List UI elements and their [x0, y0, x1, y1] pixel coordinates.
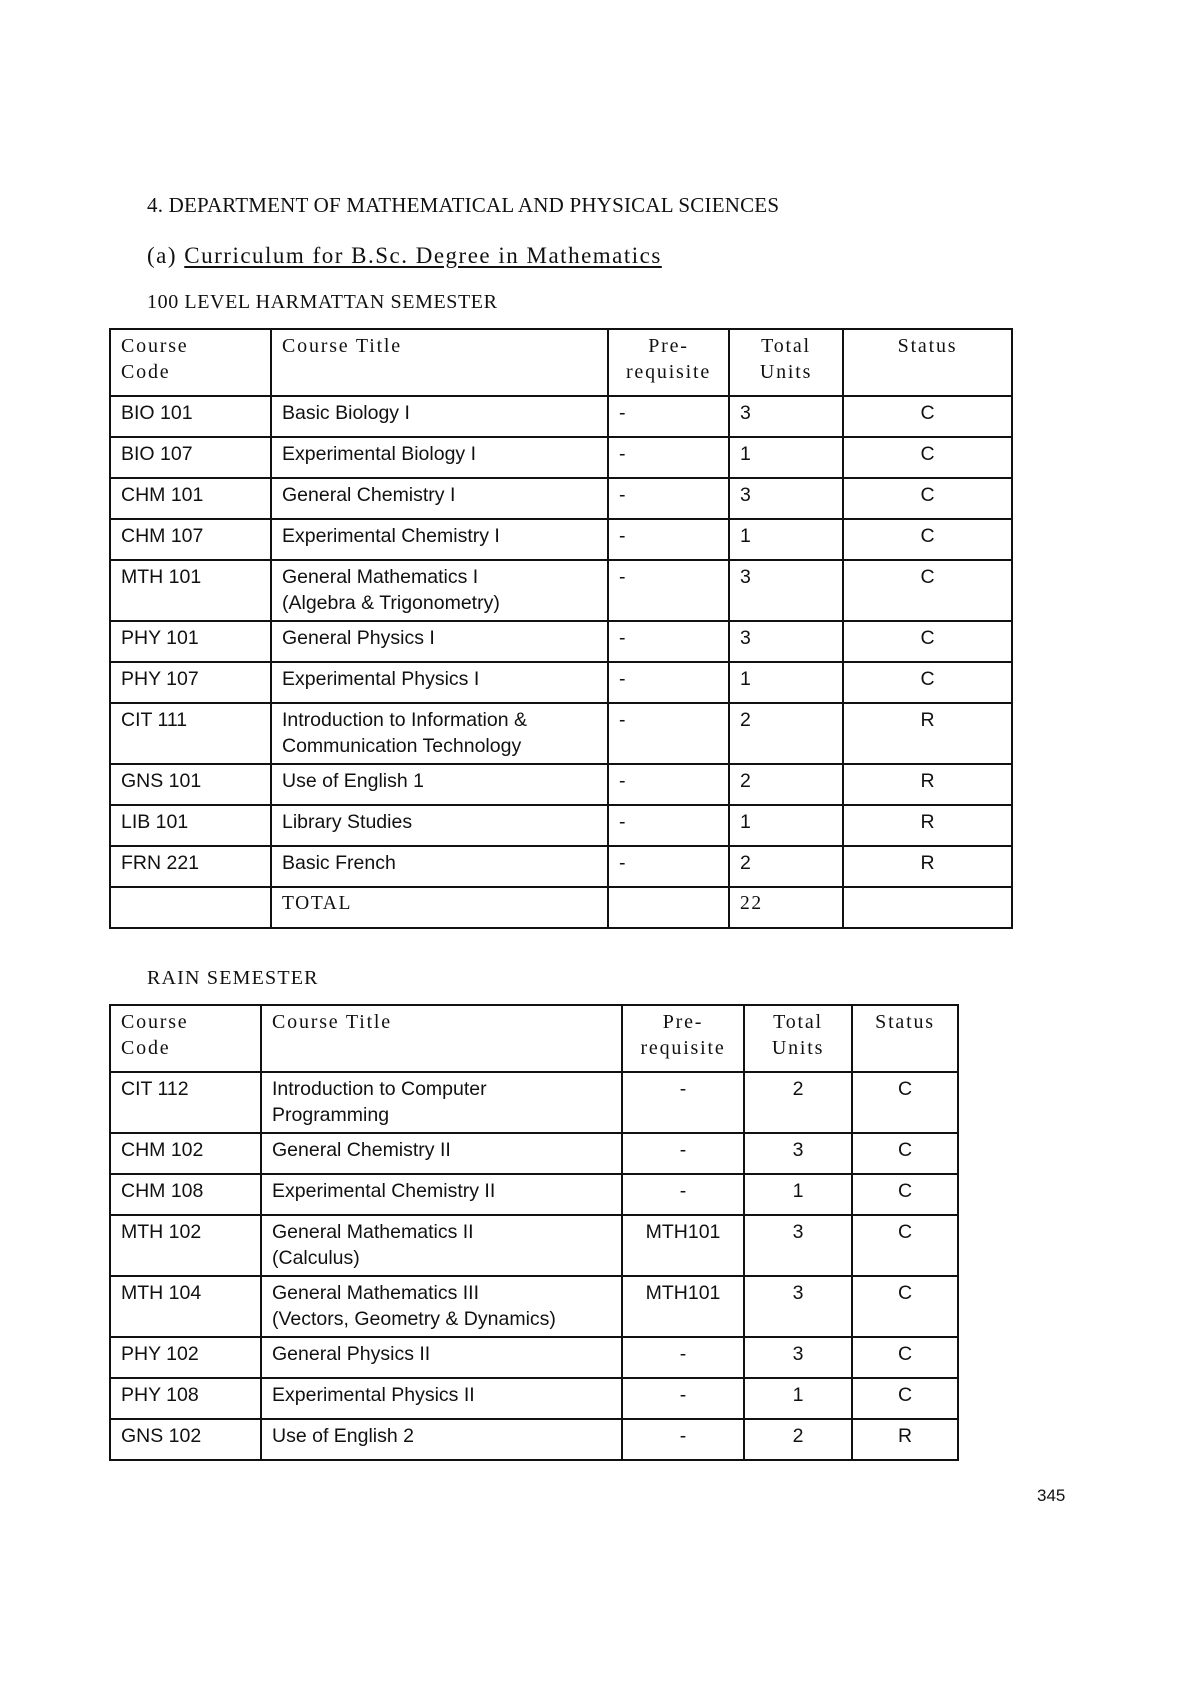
course-title-cell: General Chemistry II: [261, 1133, 622, 1174]
status-cell: C: [843, 437, 1012, 478]
status-cell: R: [843, 703, 1012, 764]
header-course-title: Course Title: [261, 1005, 622, 1072]
prerequisite-cell: -: [608, 764, 729, 805]
course-code-cell: PHY 107: [110, 662, 271, 703]
harmattan-table-body: [110, 396, 1012, 928]
course-title-cell: Basic Biology I: [271, 396, 608, 437]
curriculum-title: Curriculum for B.Sc. Degree in Mathematics: [184, 243, 662, 268]
prerequisite-cell: -: [608, 846, 729, 887]
prerequisite-cell: -: [608, 437, 729, 478]
prerequisite-cell: MTH101: [622, 1215, 744, 1276]
course-code-cell: BIO 107: [110, 437, 271, 478]
total-units-cell: 1: [744, 1378, 852, 1419]
total-units-cell: 3: [744, 1215, 852, 1276]
table-row: [110, 1072, 958, 1133]
total-units-value-cell: 22: [729, 887, 843, 928]
course-title-cell: Use of English 1: [271, 764, 608, 805]
course-title-cell: General Physics II: [261, 1337, 622, 1378]
course-code-cell: CHM 101: [110, 478, 271, 519]
prerequisite-cell: -: [608, 478, 729, 519]
course-title-cell: Use of English 2: [261, 1419, 622, 1460]
course-code-cell: PHY 101: [110, 621, 271, 662]
status-cell: R: [843, 764, 1012, 805]
prerequisite-cell: -: [608, 662, 729, 703]
status-cell: R: [843, 846, 1012, 887]
header-course-code: Course Code: [110, 1005, 261, 1072]
table-row: [110, 519, 1012, 560]
table-row: [110, 805, 1012, 846]
table-row: [110, 1133, 958, 1174]
header-course-title: Course Title: [271, 329, 608, 396]
harmattan-semester-heading: 100 LEVEL HARMATTAN SEMESTER: [147, 291, 498, 313]
course-title-cell: Experimental Physics I: [271, 662, 608, 703]
total-units-cell: 3: [729, 621, 843, 662]
course-title-cell: Introduction to Information & Communication Technology: [271, 703, 608, 764]
page-number: 345: [1037, 1486, 1066, 1505]
prerequisite-cell: -: [608, 396, 729, 437]
prerequisite-cell: -: [622, 1072, 744, 1133]
total-units-cell: 3: [729, 560, 843, 621]
status-cell: C: [843, 478, 1012, 519]
prerequisite-cell: -: [608, 805, 729, 846]
course-code-cell: CIT 111: [110, 703, 271, 764]
table-row: [110, 703, 1012, 764]
total-units-cell: 3: [729, 396, 843, 437]
course-title-cell: General Chemistry I: [271, 478, 608, 519]
total-units-cell: 2: [729, 846, 843, 887]
prerequisite-cell: -: [622, 1174, 744, 1215]
status-cell: C: [843, 662, 1012, 703]
table-row: [110, 560, 1012, 621]
empty-cell: [110, 887, 271, 928]
total-units-cell: 2: [744, 1072, 852, 1133]
status-cell: C: [852, 1276, 958, 1337]
table-row: [110, 396, 1012, 437]
table-row: [110, 1337, 958, 1378]
prerequisite-cell: MTH101: [622, 1276, 744, 1337]
prerequisite-cell: -: [608, 621, 729, 662]
course-code-cell: GNS 101: [110, 764, 271, 805]
status-cell: R: [843, 805, 1012, 846]
status-cell: C: [852, 1174, 958, 1215]
course-code-cell: CHM 108: [110, 1174, 261, 1215]
header-total-units: Total Units: [744, 1005, 852, 1072]
header-status: Status: [843, 329, 1012, 396]
prerequisite-cell: -: [622, 1378, 744, 1419]
table-row: [110, 621, 1012, 662]
course-code-cell: CHM 102: [110, 1133, 261, 1174]
total-units-cell: 2: [729, 764, 843, 805]
course-code-cell: MTH 104: [110, 1276, 261, 1337]
total-units-cell: 1: [729, 519, 843, 560]
course-code-cell: MTH 102: [110, 1215, 261, 1276]
table-row: [110, 662, 1012, 703]
status-cell: C: [852, 1072, 958, 1133]
table-row: [110, 1419, 958, 1460]
course-title-cell: Introduction to Computer Programming: [261, 1072, 622, 1133]
table-row: [110, 437, 1012, 478]
rain-semester-heading: RAIN SEMESTER: [147, 967, 319, 989]
status-cell: C: [852, 1215, 958, 1276]
course-title-cell: General Mathematics III (Vectors, Geometry & Dynamics): [261, 1276, 622, 1337]
prerequisite-cell: -: [622, 1337, 744, 1378]
total-units-cell: 3: [744, 1133, 852, 1174]
course-title-cell: General Mathematics II (Calculus): [261, 1215, 622, 1276]
table-row: [110, 1378, 958, 1419]
header-status: Status: [852, 1005, 958, 1072]
status-cell: C: [852, 1133, 958, 1174]
status-cell: R: [852, 1419, 958, 1460]
total-units-cell: 3: [729, 478, 843, 519]
total-units-cell: 1: [729, 662, 843, 703]
prerequisite-cell: -: [622, 1133, 744, 1174]
total-row: [110, 887, 1012, 928]
total-units-cell: 1: [729, 805, 843, 846]
status-cell: C: [852, 1337, 958, 1378]
status-cell: C: [843, 519, 1012, 560]
table-row: [110, 1276, 958, 1337]
status-cell: C: [843, 621, 1012, 662]
table-row: [110, 478, 1012, 519]
status-cell: C: [852, 1378, 958, 1419]
curriculum-prefix: (a): [147, 243, 178, 268]
table-header-row: [110, 1005, 958, 1072]
table-header-row: [110, 329, 1012, 396]
course-title-cell: Library Studies: [271, 805, 608, 846]
course-title-cell: Experimental Physics II: [261, 1378, 622, 1419]
prerequisite-cell: -: [608, 519, 729, 560]
course-title-cell: General Physics I: [271, 621, 608, 662]
course-title-cell: Experimental Chemistry II: [261, 1174, 622, 1215]
table-row: [110, 1174, 958, 1215]
status-cell: C: [843, 396, 1012, 437]
course-code-cell: CIT 112: [110, 1072, 261, 1133]
course-code-cell: PHY 108: [110, 1378, 261, 1419]
course-code-cell: FRN 221: [110, 846, 271, 887]
prerequisite-cell: -: [622, 1419, 744, 1460]
header-prerequisite: Pre- requisite: [622, 1005, 744, 1072]
empty-cell: [843, 887, 1012, 928]
department-heading: 4. DEPARTMENT OF MATHEMATICAL AND PHYSICAL SCIENCES: [147, 193, 780, 217]
status-cell: C: [843, 560, 1012, 621]
table-row: [110, 846, 1012, 887]
prerequisite-cell: -: [608, 560, 729, 621]
header-course-code: Course Code: [110, 329, 271, 396]
course-code-cell: MTH 101: [110, 560, 271, 621]
header-total-units: Total Units: [729, 329, 843, 396]
rain-course-table: [109, 1004, 959, 1461]
total-units-cell: 1: [744, 1174, 852, 1215]
curriculum-heading: [147, 243, 662, 269]
total-units-cell: 3: [744, 1337, 852, 1378]
course-title-cell: Basic French: [271, 846, 608, 887]
course-code-cell: LIB 101: [110, 805, 271, 846]
prerequisite-cell: -: [608, 703, 729, 764]
course-code-cell: GNS 102: [110, 1419, 261, 1460]
course-code-cell: CHM 107: [110, 519, 271, 560]
course-code-cell: PHY 102: [110, 1337, 261, 1378]
total-units-cell: 1: [729, 437, 843, 478]
total-units-cell: 3: [744, 1276, 852, 1337]
table-row: [110, 1215, 958, 1276]
header-prerequisite: Pre- requisite: [608, 329, 729, 396]
table-row: [110, 764, 1012, 805]
course-title-cell: Experimental Chemistry I: [271, 519, 608, 560]
rain-table-body: [110, 1072, 958, 1460]
harmattan-course-table: [109, 328, 1013, 929]
course-title-cell: Experimental Biology I: [271, 437, 608, 478]
course-title-cell: General Mathematics I (Algebra & Trigonometry): [271, 560, 608, 621]
total-units-cell: 2: [744, 1419, 852, 1460]
empty-cell: [608, 887, 729, 928]
total-units-cell: 2: [729, 703, 843, 764]
course-code-cell: BIO 101: [110, 396, 271, 437]
total-label-cell: TOTAL: [271, 887, 608, 928]
